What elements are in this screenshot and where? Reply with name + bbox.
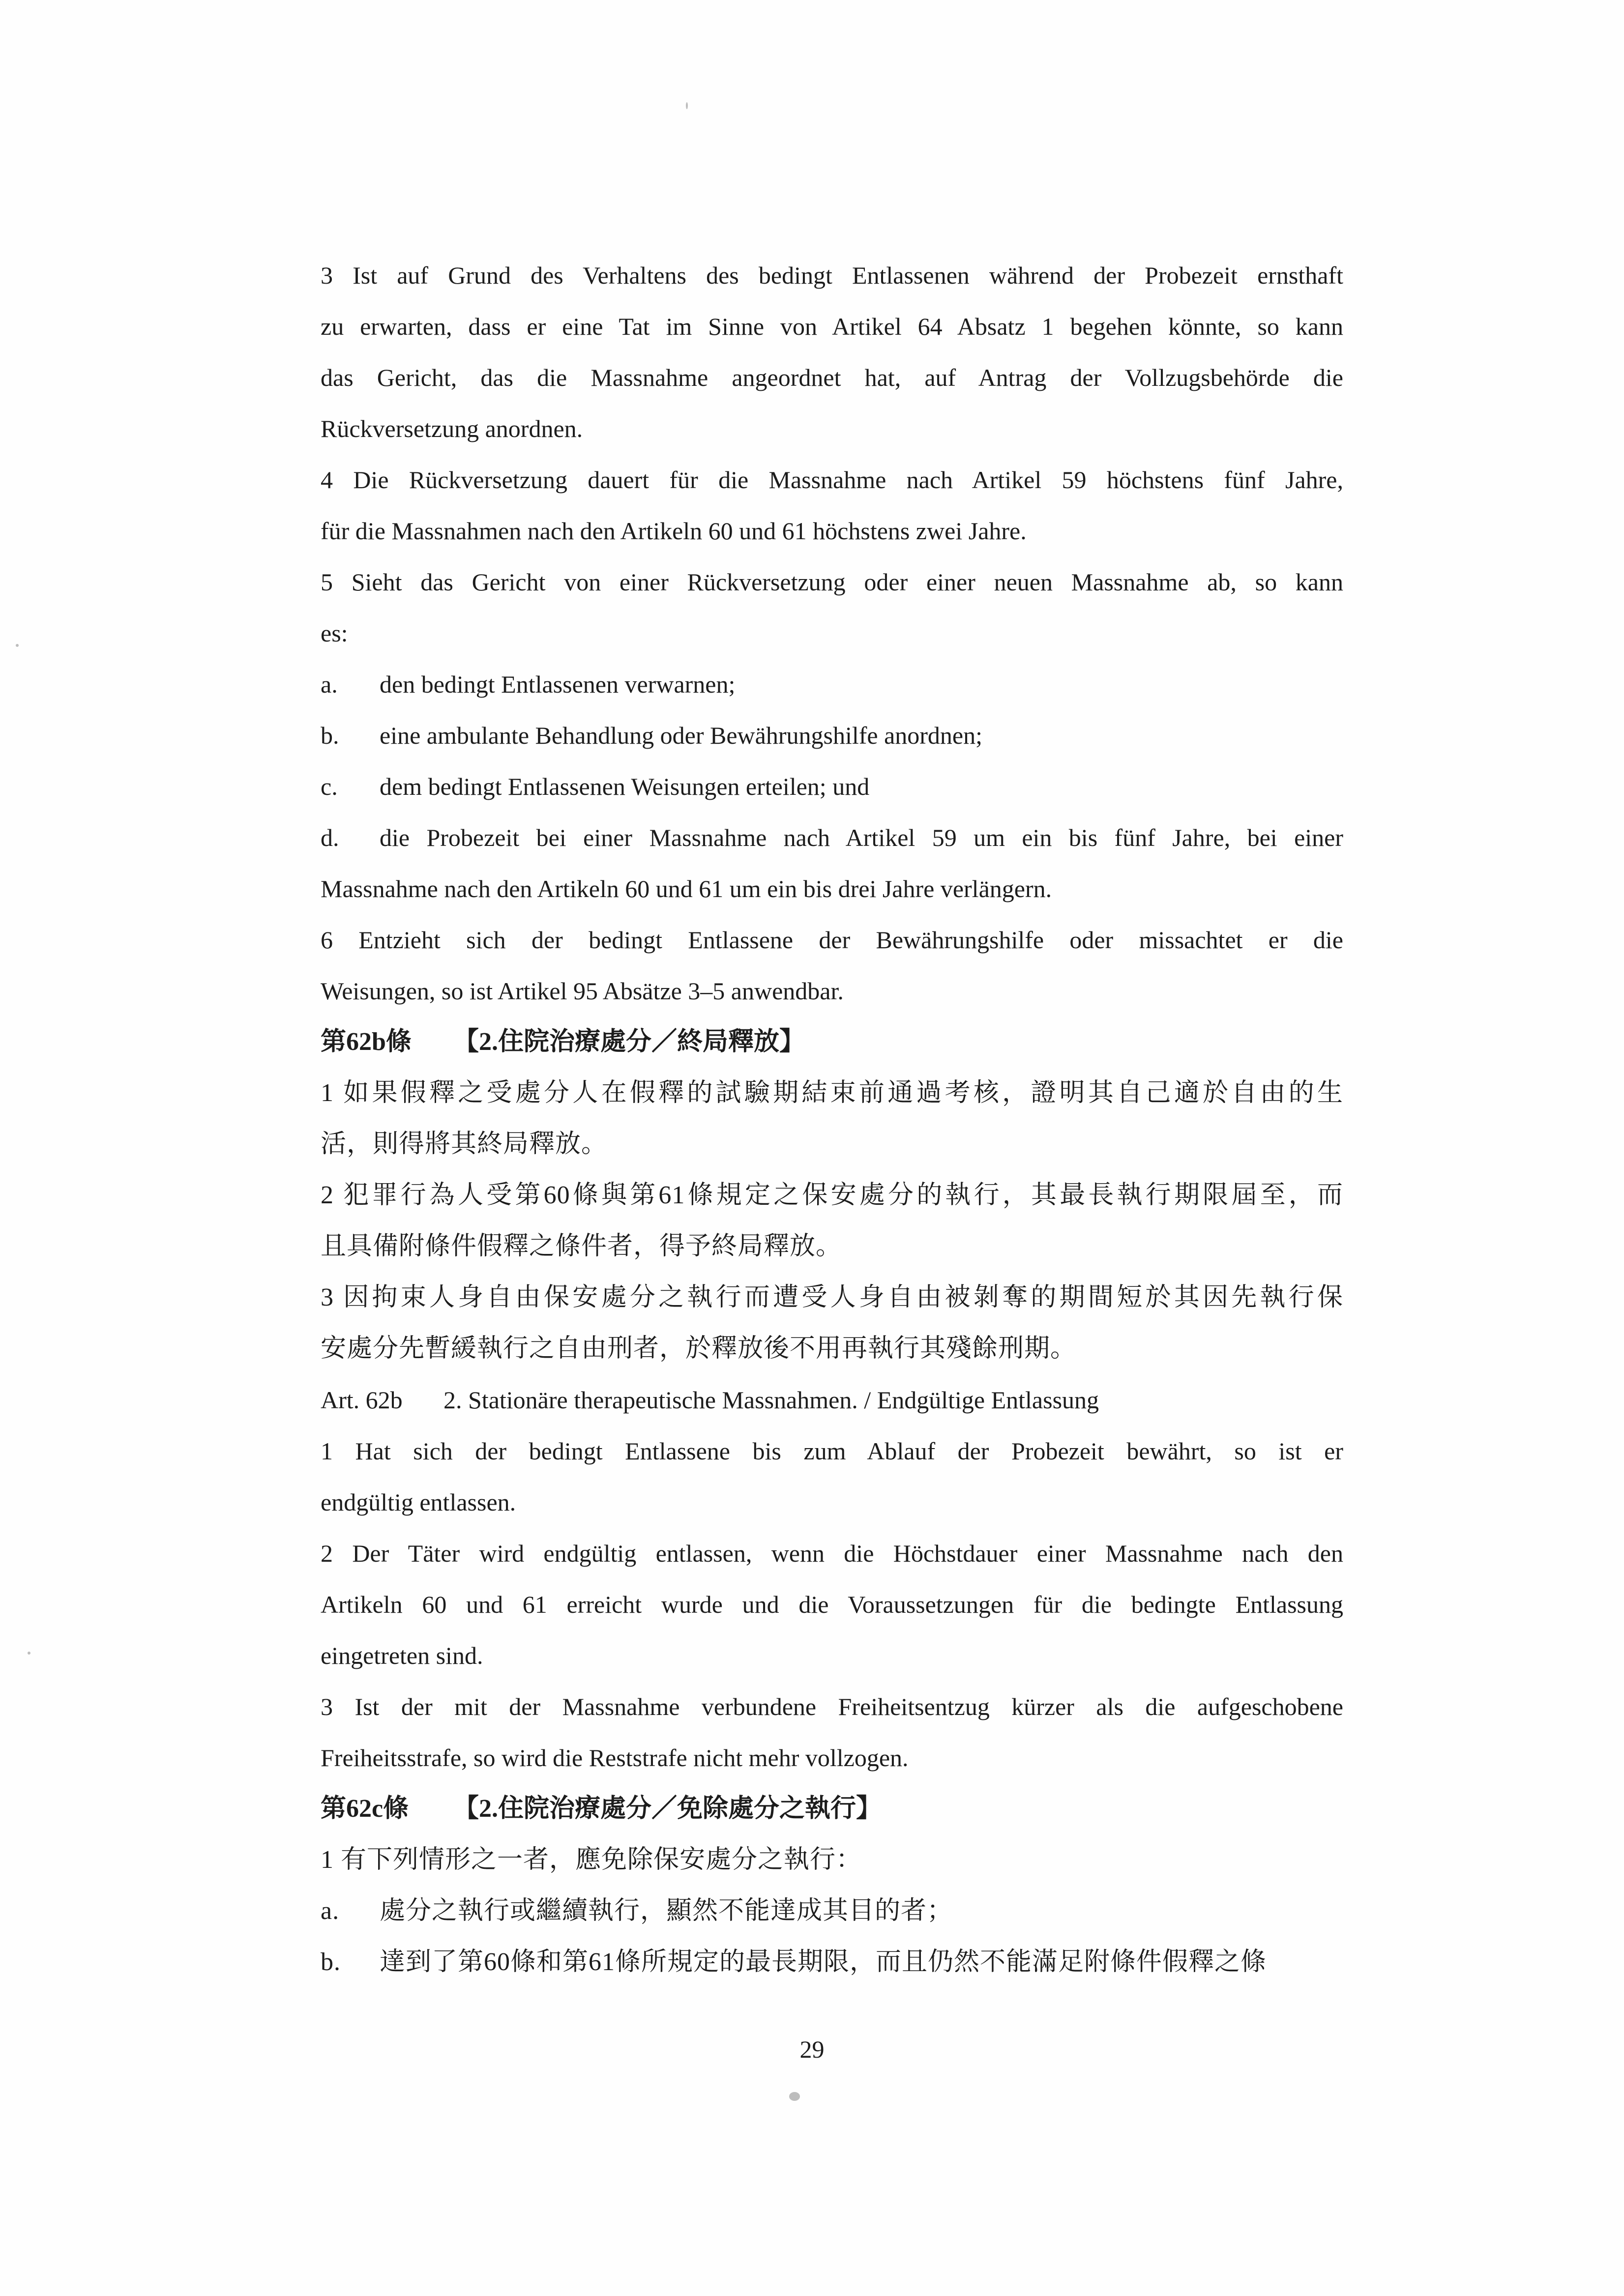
text-line: 4 Die Rückversetzung dauert für die Massnahme nach Artikel 59 höchstens fünf Jahre, — [321, 466, 1343, 494]
scan-speck — [28, 1652, 30, 1655]
text-line: Rückversetzung anordnen. — [321, 415, 583, 442]
article-number: 第62c條 — [321, 1795, 409, 1823]
list-item-letter: b. — [321, 722, 339, 749]
list-item-text: den bedingt Entlassenen verwarnen; — [380, 670, 736, 698]
article-62c-zh-heading — [321, 1783, 1343, 1834]
page-number: 29 — [799, 2035, 825, 2063]
scan-speck — [16, 644, 19, 647]
list-item-text: 達到了第60條和第61條所規定的最長期限，而且仍然不能滿足附條件假釋之條 — [380, 1948, 1267, 1976]
text-line: 3 Ist der mit der Massnahme verbundene Freiheitsentzug kürzer als die aufgeschobene — [321, 1693, 1343, 1720]
list-item — [321, 761, 1343, 812]
text-line: eingetreten sind. — [321, 1642, 483, 1669]
article-62b-de-heading — [321, 1374, 1343, 1425]
text-line: Weisungen, so ist Artikel 95 Absätze 3–5 anwendbar. — [321, 977, 844, 1005]
article-62a-paragraph-6 — [321, 863, 1343, 1017]
article-62a-paragraphs — [321, 250, 1343, 659]
list-item-text: die Probezeit bei einer Massnahme nach Artikel 59 um ein bis fünf Jahre, bei einer — [380, 824, 1343, 851]
list-item-letter: a. — [321, 670, 338, 698]
text-line: 活，則得將其終局釋放。 — [321, 1130, 608, 1158]
article-title: 【2.住院治療處分／免除處分之執行】 — [453, 1795, 882, 1823]
text-line: 3 Ist auf Grund des Verhaltens des bedingt Entlassenen während der Probezeit ernsthaft — [321, 262, 1343, 289]
text-line: endgültig entlassen. — [321, 1488, 516, 1516]
text-line: 1 Hat sich der bedingt Entlassene bis zum Ablauf der Probezeit bewährt, so ist er — [321, 1437, 1343, 1465]
text-line: für die Massnahmen nach den Artikeln 60 und 61 höchstens zwei Jahre. — [321, 517, 1027, 545]
text-line: 2 犯罪行為人受第60條與第61條規定之保安處分的執行，其最長執行期限屆至，而 — [321, 1181, 1343, 1209]
list-item — [321, 1937, 1343, 1988]
text-line: 3 因拘束人身自由保安處分之執行而遭受人身自由被剝奪的期間短於其因先執行保 — [321, 1283, 1343, 1311]
list-item — [321, 812, 1343, 863]
list-item — [321, 1886, 1343, 1937]
list-item-letter: b. — [321, 1948, 341, 1976]
text-line: Massnahme nach den Artikeln 60 und 61 um ein bis drei Jahre verlängern. — [321, 875, 1052, 902]
list-item-letter: a. — [321, 1897, 340, 1925]
scan-speck — [686, 102, 688, 109]
text-line: 安處分先暫緩執行之自由刑者，於釋放後不用再執行其殘餘刑期。 — [321, 1335, 1077, 1363]
list-item-text: dem bedingt Entlassenen Weisungen erteilen; und — [380, 773, 870, 800]
text-line: 6 Entzieht sich der bedingt Entlassene der Bewährungshilfe oder missachtet er die — [321, 926, 1343, 954]
text-line: 5 Sieht das Gericht von einer Rückversetzung oder einer neuen Massnahme ab, so kann — [321, 568, 1343, 596]
list-item-text: 處分之執行或繼續執行，顯然不能達成其目的者； — [380, 1897, 953, 1925]
text-line: Freiheitsstrafe, so wird die Reststrafe nicht mehr vollzogen. — [321, 1744, 909, 1772]
text-line: 且具備附條件假釋之條件者，得予終局釋放。 — [321, 1232, 842, 1260]
text-line: das Gericht, das die Massnahme angeordnet hat, auf Antrag der Vollzugsbehörde die — [321, 364, 1343, 391]
article-number: 第62b條 — [321, 1028, 412, 1056]
list-item-letter: c. — [321, 773, 338, 800]
text-line: 1 如果假釋之受處分人在假釋的試驗期結束前通過考核，證明其自己適於自由的生 — [321, 1079, 1343, 1107]
text-line: es: — [321, 619, 348, 647]
scan-speck — [789, 2092, 800, 2101]
article-title: 【2.住院治療處分／終局釋放】 — [453, 1028, 805, 1056]
list-item-letter: d. — [321, 824, 339, 851]
article-62b-de-text — [321, 1425, 1343, 1783]
list-item-text: eine ambulante Behandlung oder Bewährungshilfe anordnen; — [380, 722, 983, 749]
page-content — [321, 250, 1343, 1988]
article-62c-list — [321, 1886, 1343, 1988]
article-title: 2. Stationäre therapeutische Massnahmen. / Endgültige Entlassung — [443, 1386, 1099, 1414]
article-62b-zh-text — [321, 1068, 1343, 1374]
text-line: Artikeln 60 und 61 erreicht wurde und die Voraussetzungen für die bedingte Entlassung — [321, 1591, 1343, 1618]
article-62a-list — [321, 659, 1343, 863]
list-item — [321, 659, 1343, 710]
article-62c-intro: 1 有下列情形之一者，應免除保安處分之執行： — [321, 1846, 862, 1874]
list-item — [321, 710, 1343, 761]
article-number: Art. 62b — [321, 1386, 403, 1414]
text-line: 2 Der Täter wird endgültig entlassen, wenn die Höchstdauer einer Massnahme nach den — [321, 1540, 1343, 1567]
article-62b-zh-heading — [321, 1017, 1343, 1068]
text-line: zu erwarten, dass er eine Tat im Sinne von Artikel 64 Absatz 1 begehen könnte, so kann — [321, 313, 1343, 340]
